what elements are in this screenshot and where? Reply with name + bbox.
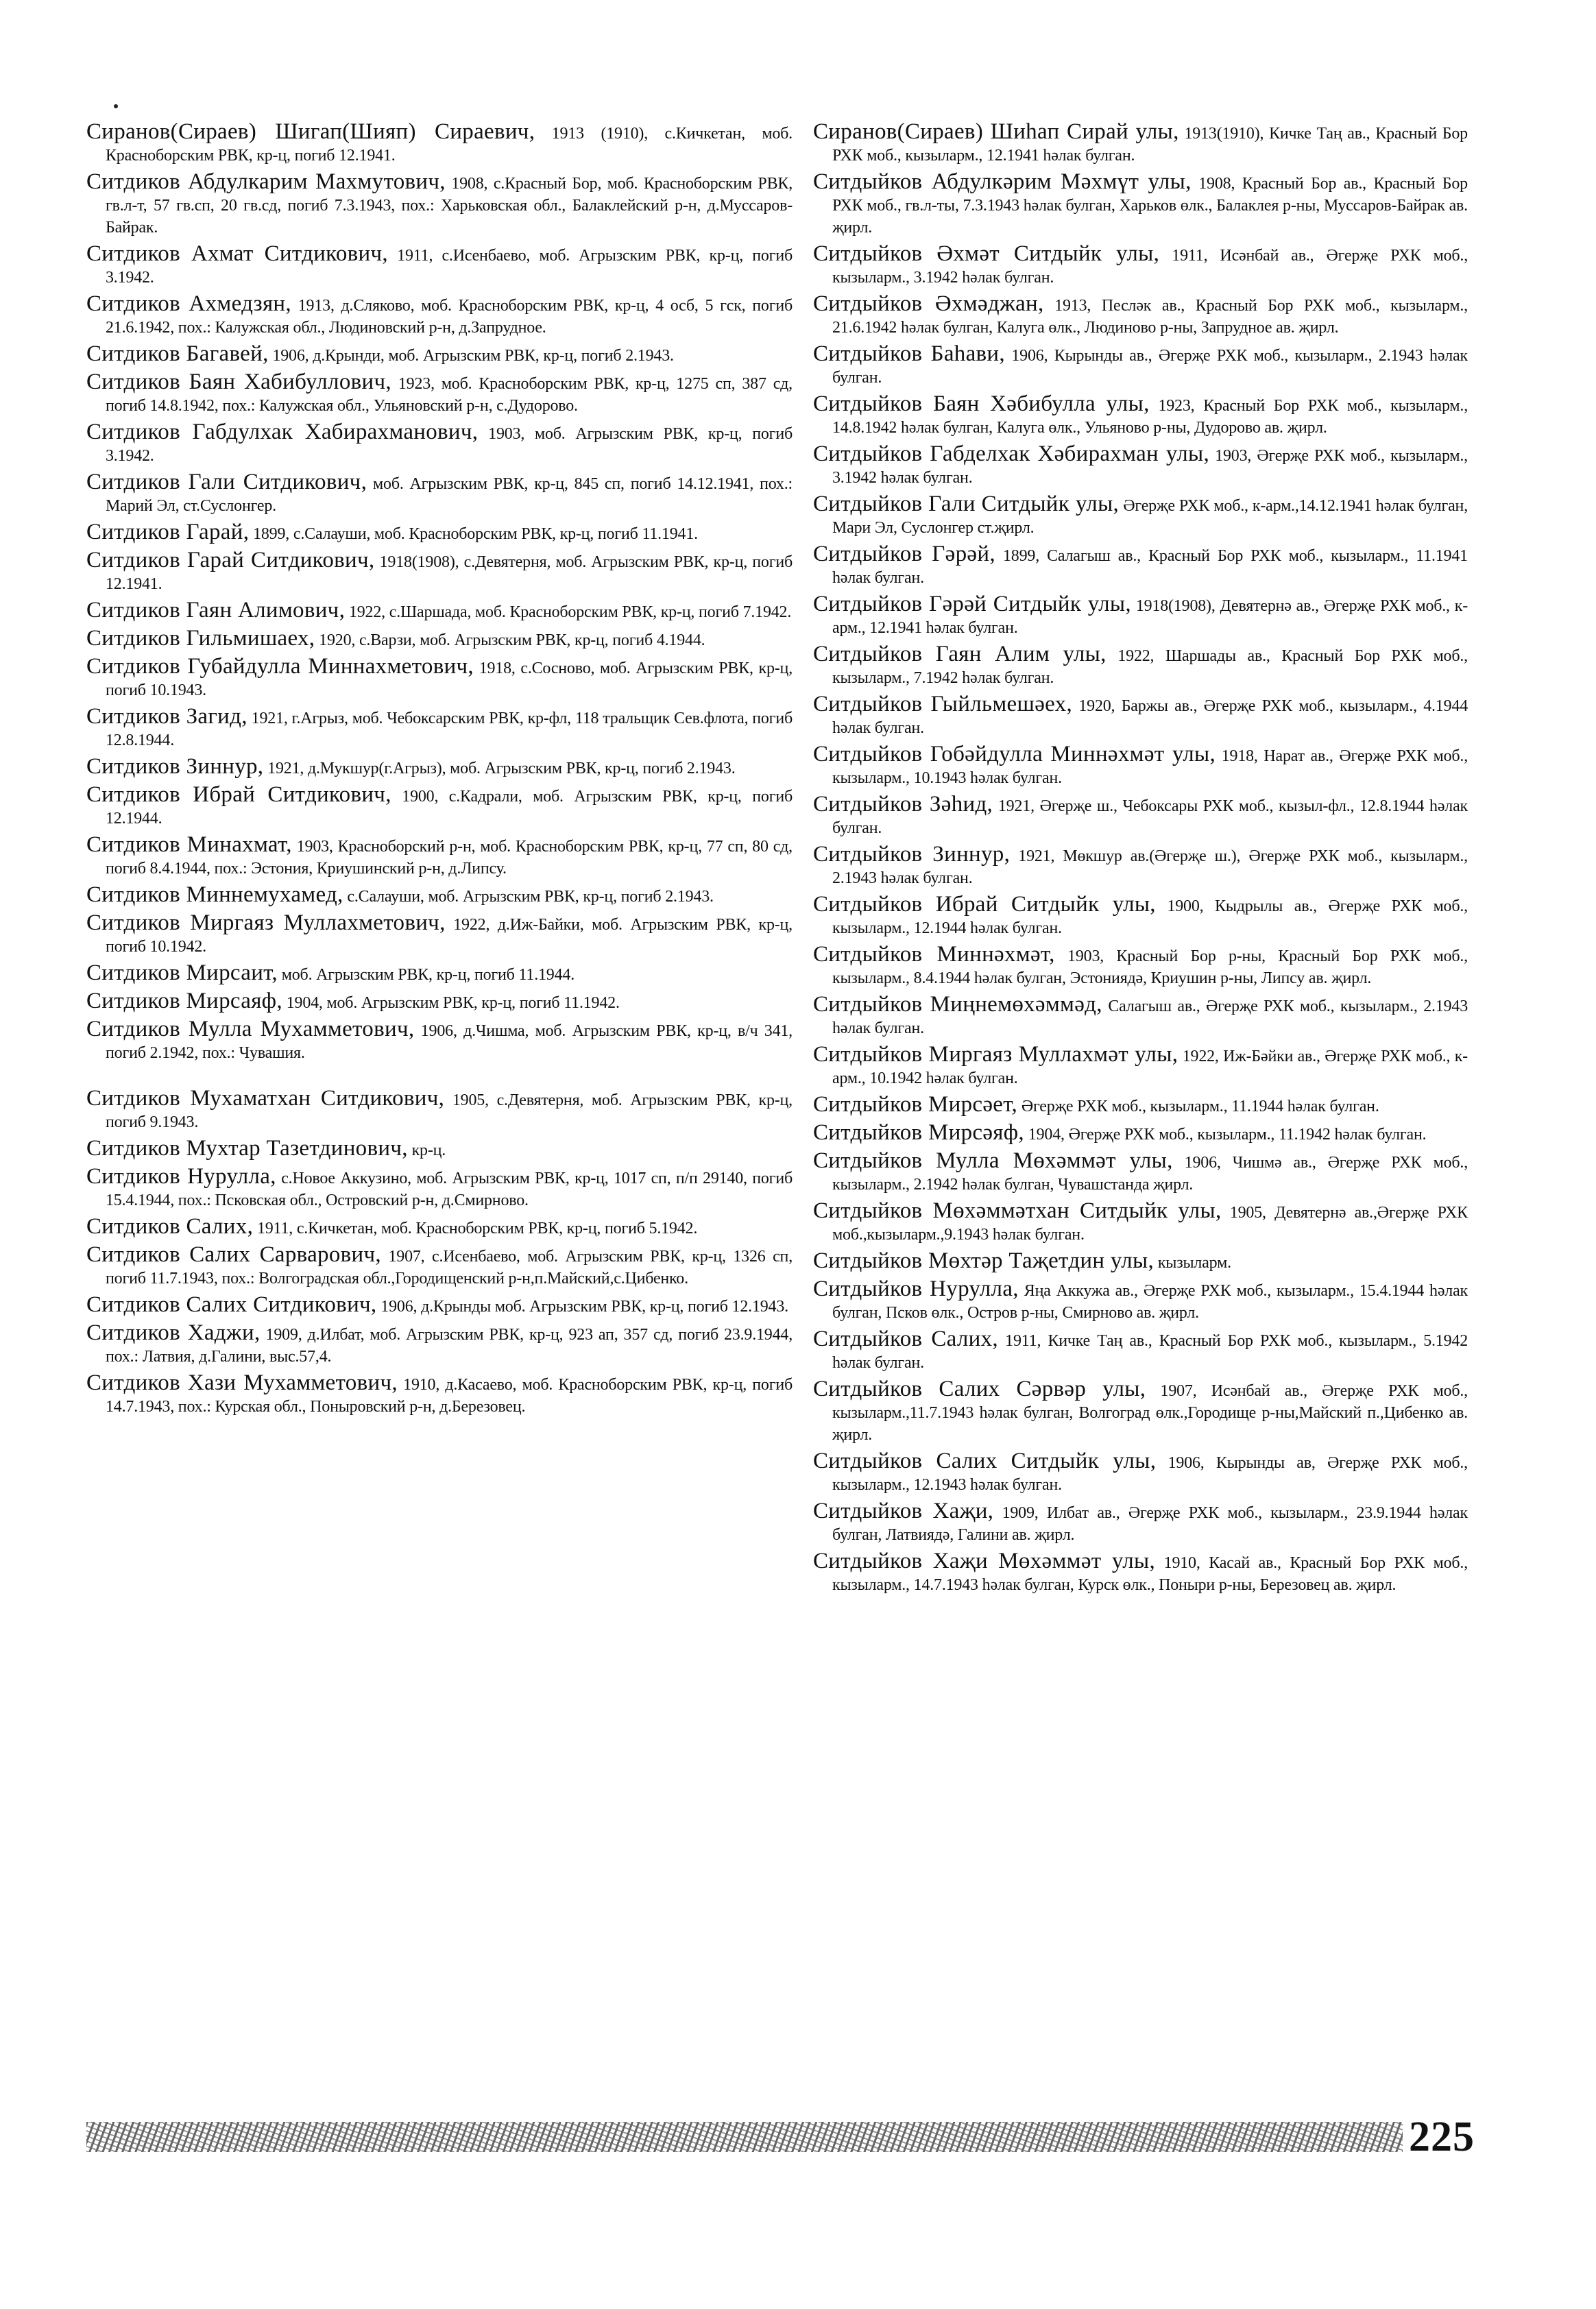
entry-name: Ситдыйков Әхмәт Ситдыйк улы, <box>813 241 1160 266</box>
entry-description: моб. Агрызским РВК, кр-ц, 845 сп, погиб 14.12.1941, пох.: Марий Эл, ст.Суслонгер. <box>106 475 793 515</box>
list-item <box>813 121 1468 167</box>
entry-name: Ситдыйков Салих Сәрвәр улы, <box>813 1377 1146 1401</box>
entry-name: Ситдыйков Баян Хәбибулла улы, <box>813 391 1150 416</box>
entry-name: Ситдиков Мухаматхан Ситдикович, <box>86 1086 445 1111</box>
entry-name: Ситдыйков Мулла Мөхәммәт улы, <box>813 1148 1173 1173</box>
entry-name: Ситдыйков Абдулкәрим Мәхмүт улы, <box>813 169 1192 194</box>
entry-name: Ситдыйков Мөхәммәтхан Ситдыйк улы, <box>813 1198 1222 1223</box>
entry-description: Әгерҗе РХК моб., к-арм.,14.12.1941 һәлак булган, Мари Эл, Суслонгер ст.җирл. <box>832 497 1468 537</box>
entry-name: Ситдиков Хаджи, <box>86 1320 261 1345</box>
list-item <box>86 1087 793 1133</box>
entry-description: 1909, Илбат ав., Әгерҗе РХК моб., кызыларм., 23.9.1944 һәлак булган, Латвиядә, Галини ав. җирл. <box>832 1504 1468 1544</box>
entry-name: Ситдиков Минахмат, <box>86 832 292 857</box>
list-item <box>813 1278 1468 1324</box>
entry-description: 1906, д.Крынды моб. Агрызским РВК, кр-ц, погиб 12.1943. <box>380 1298 788 1316</box>
entry-name: Ситдыйков Хаҗи, <box>813 1499 994 1523</box>
list-item <box>813 1200 1468 1246</box>
list-item <box>86 343 793 367</box>
entry-description: моб. Агрызским РВК, кр-ц, погиб 11.1944. <box>281 966 575 984</box>
entry-description: 1911, Исәнбай ав., Әгерҗе РХК моб., кызыларм., 3.1942 һәлак булган. <box>832 247 1468 287</box>
entry-name: Ситдиков Нурулла, <box>86 1164 276 1189</box>
entry-name: Ситдыйков Гаян Алим улы, <box>813 642 1107 666</box>
entry-name: Ситдыйков Миргаяз Муллахмәт улы, <box>813 1042 1178 1067</box>
entry-description: 1911, с.Исенбаево, моб. Агрызским РВК, кр-ц, погиб 3.1942. <box>106 247 793 287</box>
entry-name: Сиранов(Сираев) Шиһап Сирай улы, <box>813 119 1179 144</box>
entry-name: Ситдыйков Гыйльмешәех, <box>813 692 1073 716</box>
entry-name: Ситдиков Гаян Алимович, <box>86 598 346 622</box>
entry-description: 1923, моб. Красноборским РВК, кр-ц, 1275 сп, 387 сд, погиб 14.8.1942, пох.: Калужская обл., Ульяновский р-н, с.Дудорово. <box>106 375 793 415</box>
entry-name: Ситдиков Баян Хабибуллович, <box>86 370 391 394</box>
entry-description: 1920, Баржы ав., Әгерҗе РХК моб., кызыларм., 4.1944 һәлак булган. <box>832 697 1468 737</box>
list-item <box>813 1093 1468 1117</box>
entry-description: 1904, Әгерҗе РХК моб., кызыларм., 11.1942 һәлак булган. <box>1028 1126 1427 1144</box>
entry-description: 1906, Кырынды ав., Әгерҗе РХК моб., кызыларм., 2.1943 һәлак булган. <box>832 347 1468 387</box>
entry-name: Ситдиков Багавей, <box>86 341 269 366</box>
list-item <box>813 743 1468 789</box>
list-item <box>86 1294 793 1318</box>
entry-name: Ситдиков Салих Ситдикович, <box>86 1292 377 1317</box>
entry-name: Ситдиков Мирсаяф, <box>86 989 282 1013</box>
entry-description: 1921, г.Агрыз, моб. Чебоксарским РВК, кр-фл, 118 тральщик Сев.флота, погиб 12.8.1944. <box>106 710 793 749</box>
list-item <box>813 693 1468 739</box>
list-item <box>813 1500 1468 1546</box>
entry-description: 1900, с.Кадрали, моб. Агрызским РВК, кр-ц, погиб 12.1944. <box>106 788 793 827</box>
entry-name: Ситдыйков Миннәхмәт, <box>813 942 1055 967</box>
entry-description: 1922, Иж-Бәйки ав., Әгерҗе РХК моб., к-арм., 10.1942 һәлак булган. <box>832 1048 1468 1087</box>
list-item <box>86 1322 793 1368</box>
entry-name: Ситдиков Миннемухамед, <box>86 882 343 907</box>
entry-name: Ситдиков Гали Ситдикович, <box>86 470 367 494</box>
entry-name: Ситдиков Ахмедзян, <box>86 291 291 316</box>
entry-description: 1913 (1910), с.Кичкетан, моб. Красноборским РВК, кр-ц, погиб 12.1941. <box>106 125 793 165</box>
list-item <box>86 421 793 467</box>
list-item <box>813 393 1468 439</box>
list-item <box>86 655 793 701</box>
entry-description: 1903, моб. Агрызским РВК, кр-ц, погиб 3.1942. <box>106 425 793 465</box>
list-item <box>86 549 793 595</box>
spacer <box>86 1068 793 1087</box>
list-item <box>813 1122 1468 1146</box>
entry-name: Ситдыйков Миңнемөхәммәд, <box>813 992 1102 1017</box>
entry-name: Ситдиков Миргаяз Муллахметович, <box>86 910 446 935</box>
entry-description: 1903, Красноборский р-н, моб. Красноборским РВК, кр-ц, 77 сп, 80 сд, погиб 8.4.1944, пох.: Эстония, Криушинский р-н, д.Липсу. <box>106 838 793 878</box>
entry-description: с.Новое Аккузино, моб. Агрызским РВК, кр-ц, 1017 сп, п/п 29140, погиб 15.4.1944, пох.: Псковская обл., Островский р-н, д.Смирново. <box>106 1170 793 1209</box>
entry-name: Ситдиков Салих Сарварович, <box>86 1242 381 1267</box>
list-item <box>813 293 1468 339</box>
list-item <box>86 705 793 751</box>
list-item <box>813 893 1468 939</box>
list-item <box>86 121 793 167</box>
entry-description: 1918(1908), Девятернә ав., Әгерҗе РХК моб., к-арм., 12.1941 һәлак булган. <box>832 597 1468 637</box>
entry-description: кр-ц. <box>411 1141 446 1159</box>
entry-name: Ситдыйков Мирсәет, <box>813 1092 1018 1117</box>
entry-description: 1922, Шаршады ав., Красный Бор РХК моб., кызыларм., 7.1942 һәлак булган. <box>832 647 1468 687</box>
entry-name: Ситдиков Гарай Ситдикович, <box>86 548 375 572</box>
entry-name: Ситдиков Габдулхак Хабирахманович, <box>86 420 479 444</box>
entry-description: 1911, Кичке Таң ав., Красный Бор РХК моб., кызыларм., 5.1942 һәлак булган. <box>832 1332 1468 1372</box>
entry-description: 1907, с.Исенбаево, моб. Агрызским РВК, кр-ц, 1326 сп, погиб 11.7.1943, пох.: Волгоградская обл.,Городищенский р-н,п.Майский,с.Цибенко. <box>106 1248 793 1288</box>
list-item <box>86 1244 793 1290</box>
list-item <box>86 1165 793 1211</box>
entry-description: кызыларм. <box>1157 1254 1231 1272</box>
entry-description: 1907, Исәнбай ав., Әгерҗе РХК моб., кызыларм.,11.7.1943 һәлак булган, Волгоград өлк.,Городище р-ны,Майский п.,Цибенко ав. җирл. <box>832 1382 1468 1444</box>
entry-description: 1913(1910), Кичке Таң ав., Красный Бор РХК моб., кызыларм., 12.1941 һәлак булган. <box>832 125 1468 165</box>
entry-description: 1906, Кырынды ав, Әгерҗе РХК моб., кызыларм., 12.1943 һәлак булган. <box>832 1454 1468 1494</box>
list-item <box>86 471 793 517</box>
entry-description: с.Салауши, моб. Агрызским РВК, кр-ц, погиб 2.1943. <box>347 888 714 906</box>
scan-speck <box>114 104 118 108</box>
list-item <box>86 627 793 651</box>
entry-description: 1908, с.Красный Бор, моб. Красноборским РВК, гв.л-т, 57 гв.сп, 20 гв.сд, погиб 7.3.1943, пох.: Харьковская обл., Балаклейский р-н, д.Муссаров-Байрак. <box>106 175 793 237</box>
entry-name: Ситдыйков Мирсәяф, <box>813 1120 1024 1145</box>
list-item <box>86 521 793 545</box>
entry-name: Ситдыйков Нурулла, <box>813 1277 1019 1301</box>
list-item <box>813 993 1468 1039</box>
entry-name: Ситдиков Абдулкарим Махмутович, <box>86 169 446 194</box>
list-item <box>813 1250 1468 1274</box>
entry-description: 1922, с.Шаршада, моб. Красноборским РВК, кр-ц, погиб 7.1942. <box>348 603 792 621</box>
entry-description: 1908, Красный Бор ав., Красный Бор РХК моб., гв.л-ты, 7.3.1943 һәлак булган, Харьков өлк., Балаклея р-ны, Муссаров-Байрак ав. җирл. <box>832 175 1468 237</box>
list-item <box>813 543 1468 589</box>
list-item <box>813 1450 1468 1496</box>
right-column-tatar <box>813 121 1468 1600</box>
entry-name: Ситдиков Губайдулла Миннахметович, <box>86 654 474 679</box>
entry-description: 1906, д.Чишма, моб. Агрызским РВК, кр-ц, в/ч 341, погиб 2.1942, пох.: Чувашия. <box>106 1022 793 1062</box>
entry-name: Ситдыйков Салих, <box>813 1327 998 1351</box>
entry-description: Әгерҗе РХК моб., кызыларм., 11.1944 һәлак булган. <box>1021 1098 1379 1115</box>
list-item <box>86 171 793 239</box>
list-item <box>813 171 1468 239</box>
entry-description: 1921, д.Мукшур(г.Агрыз), моб. Агрызским РВК, кр-ц, погиб 2.1943. <box>267 760 736 777</box>
list-item <box>86 784 793 830</box>
entry-name: Ситдиков Гильмишаех, <box>86 626 315 651</box>
list-item <box>813 443 1468 489</box>
list-item <box>86 1216 793 1240</box>
list-item <box>813 643 1468 689</box>
list-item <box>813 243 1468 289</box>
entry-name: Ситдиков Мулла Мухамметович, <box>86 1017 415 1041</box>
list-item <box>86 912 793 958</box>
entry-name: Ситдыйков Зиннур, <box>813 842 1011 867</box>
list-item <box>86 962 793 986</box>
list-item <box>86 293 793 339</box>
list-item <box>86 599 793 623</box>
list-item <box>86 1137 793 1161</box>
entry-description: 1904, моб. Агрызским РВК, кр-ц, погиб 11.1942. <box>286 994 620 1012</box>
list-item <box>813 943 1468 989</box>
entry-description: 1906, д.Крынди, моб. Агрызским РВК, кр-ц, погиб 2.1943. <box>272 347 674 365</box>
entry-description: 1911, с.Кичкетан, моб. Красноборским РВК, кр-ц, погиб 5.1942. <box>256 1220 698 1237</box>
entry-description: 1921, Мөкшур ав.(Әгерҗе ш.), Әгерҗе РХК моб., кызыларм., 2.1943 һәлак булган. <box>832 847 1468 887</box>
page-number: 225 <box>1409 2114 1475 2160</box>
entry-description: 1900, Кыдрылы ав., Әгерҗе РХК моб., кызыларм., 12.1944 һәлак булган. <box>832 897 1468 937</box>
list-item <box>813 1043 1468 1089</box>
list-item <box>813 1378 1468 1446</box>
footer-ornament <box>86 2122 1403 2152</box>
entry-name: Ситдиков Мухтар Тазетдинович, <box>86 1136 408 1161</box>
entry-description: 1918, с.Сосново, моб. Агрызским РВК, кр-ц, погиб 10.1943. <box>106 660 793 699</box>
entry-name: Ситдыйков Гобәйдулла Миннәхмәт улы, <box>813 742 1216 766</box>
entry-name: Ситдиков Зиннур, <box>86 754 264 779</box>
entry-description: 1913, д.Сляково, моб. Красноборским РВК, кр-ц, 4 осб, 5 гск, погиб 21.6.1942, пох.: Калужская обл., Людиновский р-н, д.Запрудное. <box>106 297 793 337</box>
entry-name: Ситдыйков Гали Ситдыйк улы, <box>813 492 1120 516</box>
entry-name: Ситдыйков Зәһид, <box>813 792 993 817</box>
entry-description: 1923, Красный Бор РХК моб., кызыларм., 14.8.1942 һәлак булган, Калуга өлк., Ульяново р-ны, Дудорово ав. җирл. <box>832 397 1468 437</box>
entry-description: 1905, Девятернә ав.,Әгерҗе РХК моб.,кызыларм.,9.1943 һәлак булган. <box>832 1204 1468 1244</box>
entry-description: 1899, с.Салауши, моб. Красноборским РВК, кр-ц, погиб 11.1941. <box>253 525 698 543</box>
list-item <box>813 493 1468 539</box>
entry-description: 1906, Чишмә ав., Әгерҗе РХК моб., кызыларм., 2.1942 һәлак булган, Чувашстанда җирл. <box>832 1154 1468 1194</box>
list-item <box>813 593 1468 639</box>
entry-name: Ситдыйков Гәрәй Ситдыйк улы, <box>813 592 1131 616</box>
list-item <box>86 755 793 779</box>
entry-name: Ситдиков Гарай, <box>86 520 250 544</box>
entry-name: Ситдиков Ибрай Ситдикович, <box>86 782 391 807</box>
list-item <box>813 1550 1468 1596</box>
entry-description: 1921, Әгерҗе ш., Чебоксары РХК моб., кызыл-фл., 12.8.1944 һәлак булган. <box>832 797 1468 837</box>
entry-description: 1909, д.Илбат, моб. Агрызским РВК, кр-ц, 923 ап, 357 сд, погиб 23.9.1944, пох.: Латвия, д.Галини, выс.57,4. <box>106 1326 793 1366</box>
entry-name: Ситдиков Ахмат Ситдикович, <box>86 241 388 266</box>
entry-description: 1903, Әгерҗе РХК моб., кызыларм., 3.1942 һәлак булган. <box>832 447 1468 487</box>
entry-name: Ситдиков Загид, <box>86 704 247 729</box>
entry-description: 1918(1908), с.Девятерня, моб. Агрызским РВК, кр-ц, погиб 12.1941. <box>106 553 793 593</box>
entry-description: Салагыш ав., Әгерҗе РХК моб., кызыларм., 2.1943 һәлак булган. <box>832 998 1468 1037</box>
entry-description: 1920, с.Варзи, моб. Агрызским РВК, кр-ц, погиб 4.1944. <box>319 631 705 649</box>
entry-description: 1913, Песләк ав., Красный Бор РХК моб., кызыларм., 21.6.1942 һәлак булган, Калуга өлк., Людиново р-ны, Запрудное ав. җирл. <box>832 297 1468 337</box>
list-item <box>813 1150 1468 1196</box>
entry-name: Ситдиков Хази Мухамметович, <box>86 1370 398 1395</box>
entry-description: Яңа Аккужа ав., Әгерҗе РХК моб., кызыларм., 15.4.1944 һәлак булган, Псков өлк., Остров р-ны, Смирново ав. җирл. <box>832 1282 1468 1322</box>
list-item <box>813 343 1468 389</box>
entry-description: 1918, Нарат ав., Әгерҗе РХК моб., кызыларм., 10.1943 һәлак булган. <box>832 747 1468 787</box>
entry-name: Ситдыйков Габделхак Хәбирахман улы, <box>813 442 1210 466</box>
list-item <box>813 1328 1468 1374</box>
entry-name: Ситдыйков Баһави, <box>813 341 1005 366</box>
entry-description: 1903, Красный Бор р-ны, Красный Бор РХК моб., кызыларм., 8.4.1944 һәлак булган, Эстониядә, Криушин р-ны, Липсу ав. җирл. <box>832 947 1468 987</box>
entry-description: 1910, д.Касаево, моб. Красноборским РВК, кр-ц, погиб 14.7.1943, пох.: Курская обл., Поныровский р-н, д.Березовец. <box>106 1376 793 1416</box>
entry-name: Ситдиков Мирсаит, <box>86 960 278 985</box>
entry-name: Ситдыйков Хаҗи Мөхәммәт улы, <box>813 1549 1156 1573</box>
list-item <box>813 793 1468 839</box>
left-column-russian <box>86 121 793 1422</box>
list-item <box>86 1018 793 1064</box>
entry-name: Ситдиков Салих, <box>86 1214 254 1239</box>
list-item <box>813 843 1468 889</box>
entry-description: 1910, Касай ав., Красный Бор РХК моб., кызыларм., 14.7.1943 һәлак булган, Курск өлк., Поныри р-ны, Березовец ав. җирл. <box>832 1554 1468 1594</box>
entry-description: 1922, д.Иж-Байки, моб. Агрызским РВК, кр-ц, погиб 10.1942. <box>106 916 793 956</box>
entry-name: Ситдыйков Әхмәджан, <box>813 291 1044 316</box>
entry-name: Ситдыйков Мөхтәр Таҗетдин улы, <box>813 1248 1154 1273</box>
list-item <box>86 834 793 880</box>
list-item <box>86 990 793 1014</box>
list-item <box>86 371 793 417</box>
list-item <box>86 243 793 289</box>
entry-description: 1899, Салагыш ав., Красный Бор РХК моб., кызыларм., 11.1941 һәлак булган. <box>832 547 1468 587</box>
list-item <box>86 884 793 908</box>
list-item <box>86 1372 793 1418</box>
entry-name: Сиранов(Сираев) Шигап(Шияп) Сираевич, <box>86 119 535 144</box>
entry-name: Ситдыйков Гәрәй, <box>813 542 995 566</box>
entry-description: 1905, с.Девятерня, моб. Агрызским РВК, кр-ц, погиб 9.1943. <box>106 1091 793 1131</box>
entry-name: Ситдыйков Салих Ситдыйк улы, <box>813 1449 1157 1473</box>
entry-name: Ситдыйков Ибрай Ситдыйк улы, <box>813 892 1156 917</box>
